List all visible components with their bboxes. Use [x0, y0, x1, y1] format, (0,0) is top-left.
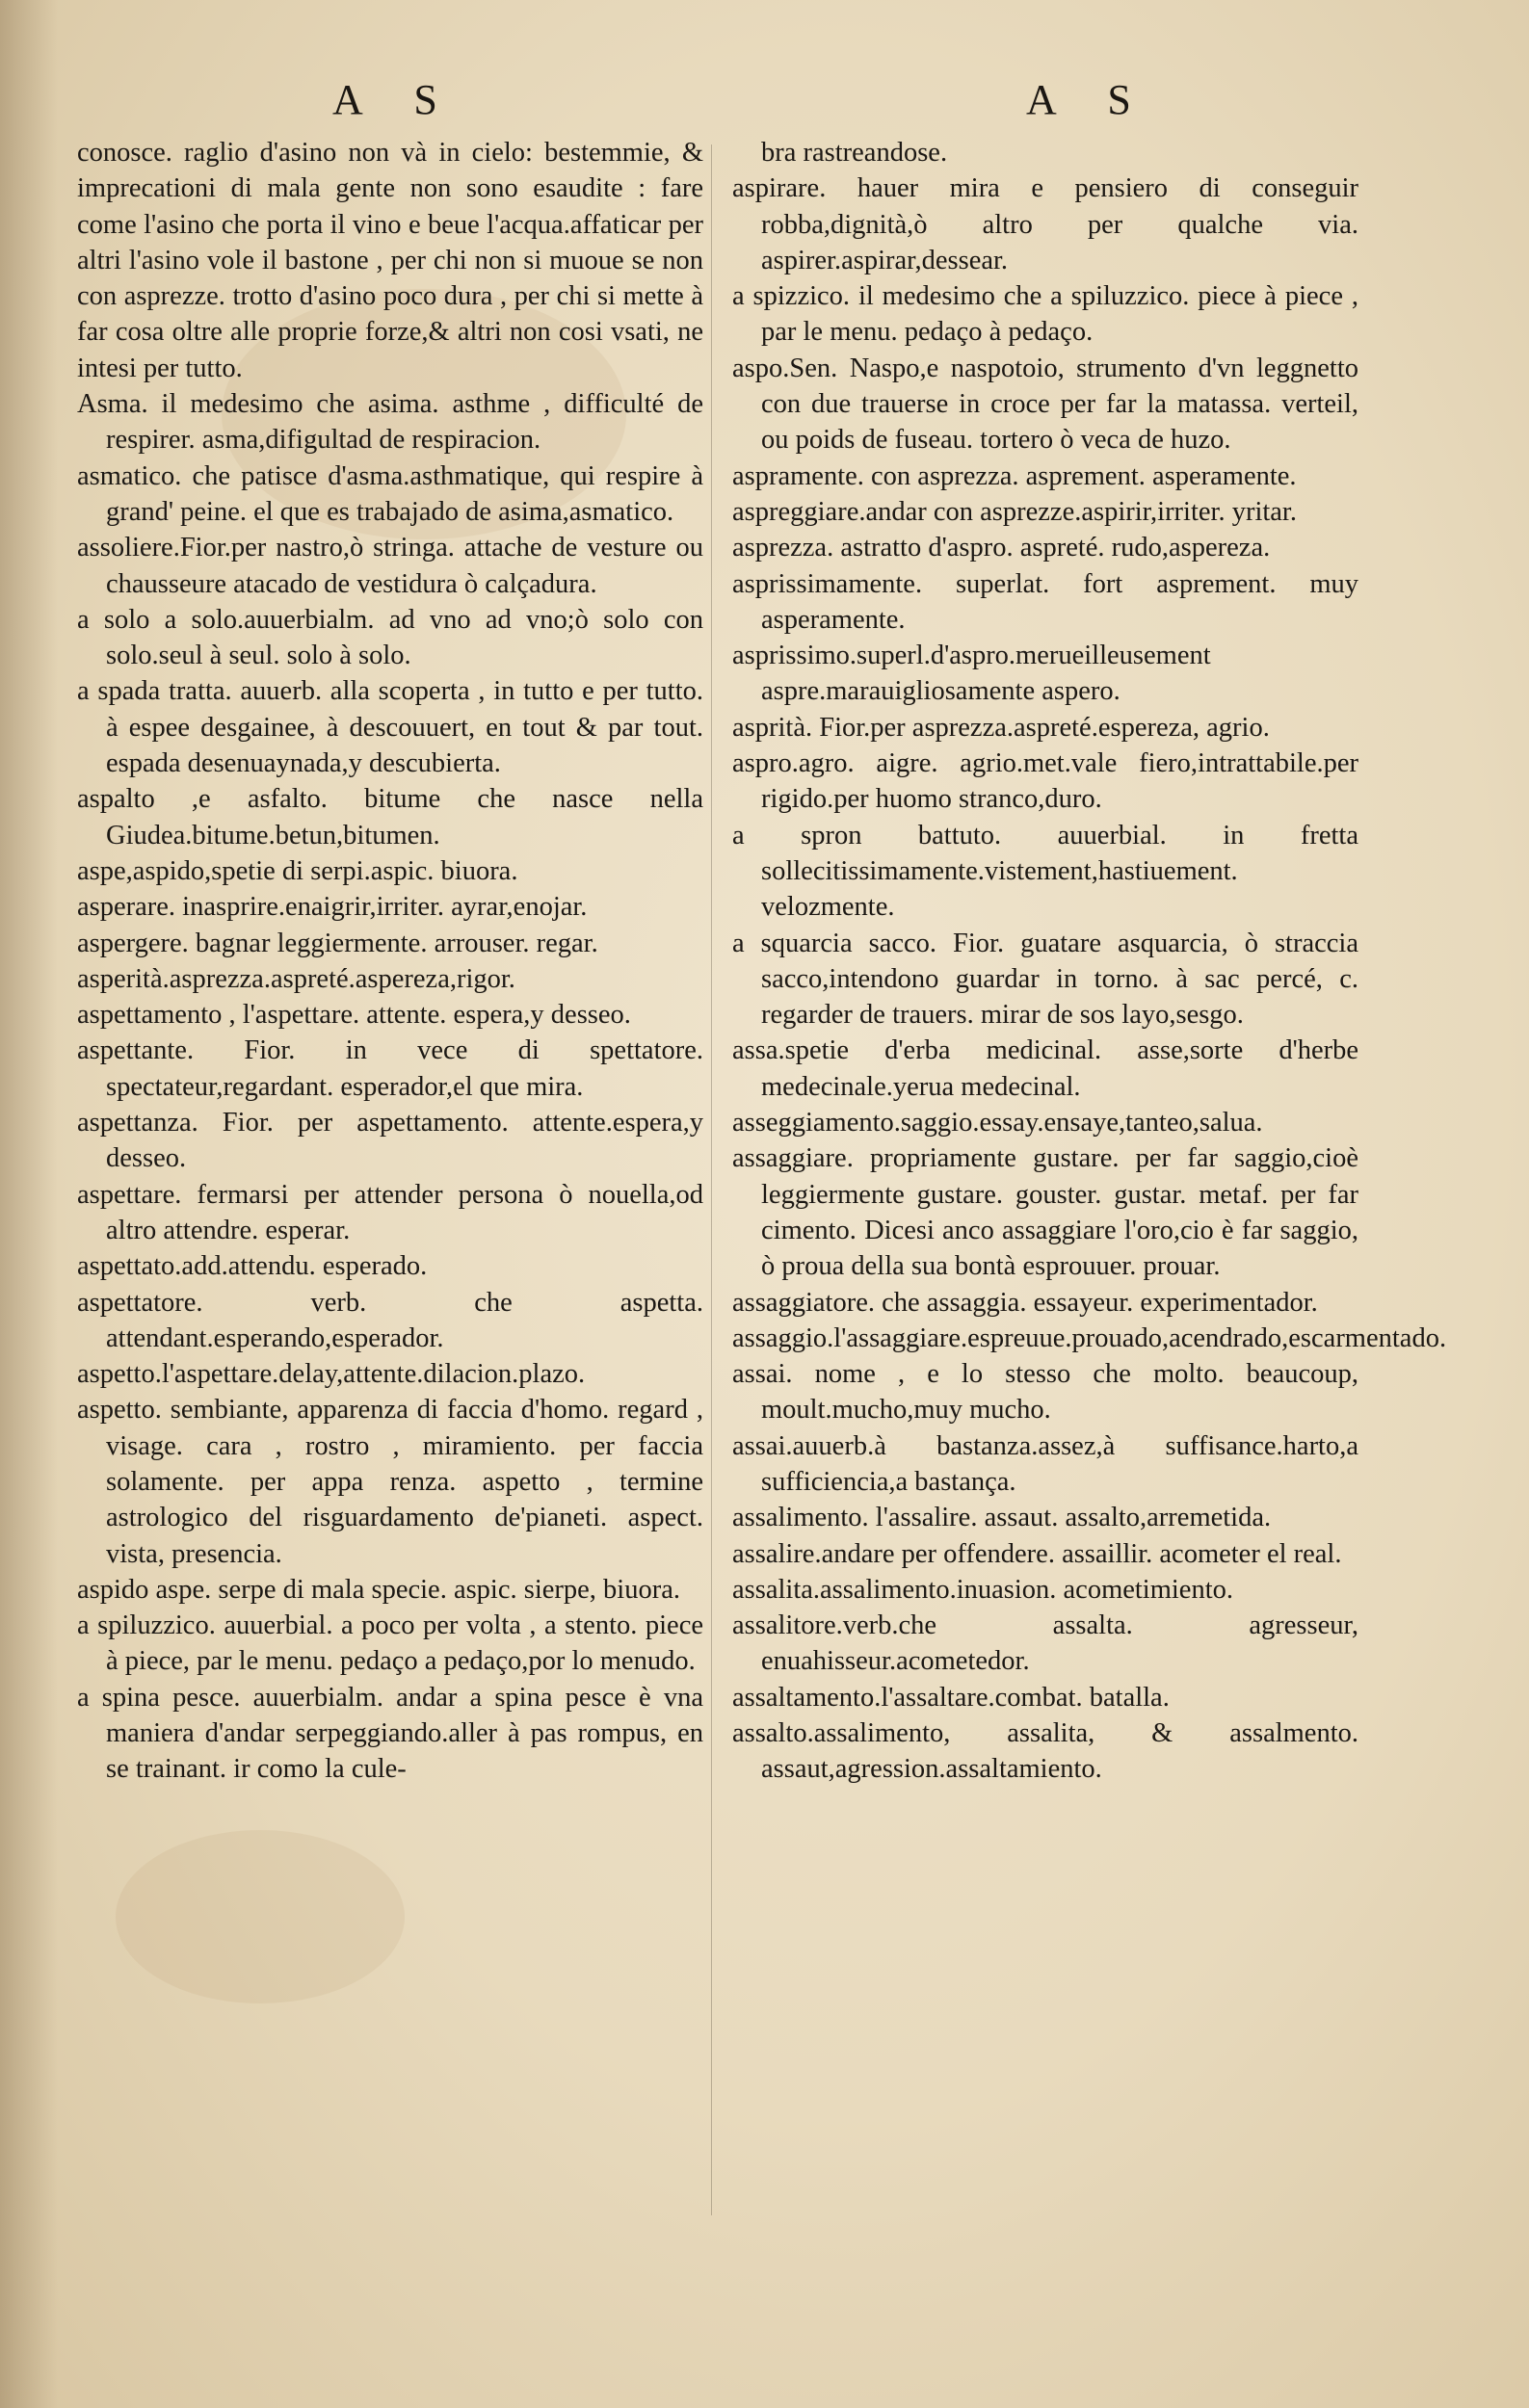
dictionary-entry: asmatico. che patisce d'asma.asthmatique, qui respire à grand' peine. el que es trabajado de asima,asmatico.: [77, 460, 703, 527]
dictionary-entry: a solo a solo.auuerbialm. ad vno ad vno;ò solo con solo.seul à seul. solo à solo.: [77, 604, 703, 671]
dictionary-entry: assaltamento.l'assaltare.combat. batalla.: [732, 1682, 1170, 1713]
dictionary-entry: asprezza. astratto d'aspro. aspreté. rudo,aspereza.: [732, 533, 1271, 563]
right-column: [732, 135, 1447, 1788]
dictionary-entry: Asma. il medesimo che asima. asthme , difficulté de respirer. asma,difigultad de respiracion.: [77, 389, 703, 456]
dictionary-entry: a spada tratta. auuerb. alla scoperta , in tutto e per tutto. à espee desgainee, à descouuert, en tout & par tout. espada desenuaynada,y descubierta.: [77, 676, 703, 779]
dictionary-entry-continuation: bra rastreandose.: [761, 138, 948, 168]
dictionary-entry: a spizzico. il medesimo che a spiluzzico. piece à piece , par le menu. pedaço à pedaço.: [732, 281, 1358, 348]
dictionary-entry: assalto.assalimento, assalita, & assalmento. assaut,agression.assaltamiento.: [732, 1718, 1358, 1785]
dictionary-entry: aspergere. bagnar leggiermente. arrouser. regar.: [77, 928, 598, 958]
dictionary-entry: aspro.agro. aigre. agrio.met.vale fiero,intrattabile.per rigido.per huomo stranco,duro.: [732, 748, 1358, 815]
dictionary-entry: assaggio.l'assaggiare.espreuue.prouado,acendrado,escarmentado.: [732, 1322, 1447, 1353]
dictionary-entry: asperare. inasprire.enaigrir,irriter. ayrar,enojar.: [77, 892, 588, 923]
dictionary-entry: aspetto.l'aspettare.delay,attente.dilacion.plazo.: [77, 1359, 586, 1390]
dictionary-entry: a squarcia sacco. Fior. guatare asquarcia, ò straccia sacco,intendono guardar in torno. à sac percé, c. regarder de trauers. mirar de sos layo,sesgo.: [732, 928, 1358, 1031]
dictionary-entry: a spina pesce. auuerbialm. andar a spina pesce è vna maniera d'andar serpeggiando.aller à pas rompus, en se trainant. ir como la cule-: [77, 1682, 703, 1785]
dictionary-entry: aspettatore. verb. che aspetta. attendant.esperando,esperador.: [77, 1287, 703, 1353]
dictionary-entry: aspe,aspido,spetie di serpi.aspic. biuora.: [77, 855, 518, 886]
dictionary-entry: aspido aspe. serpe di mala specie. aspic. sierpe, biuora.: [77, 1574, 680, 1605]
dictionary-entry: asprissimamente. superlat. fort asprement. muy asperamente.: [732, 568, 1358, 635]
dictionary-entry: assai.auuerb.à bastanza.assez,à suffisance.harto,a sufficiencia,a bastança.: [732, 1430, 1358, 1497]
dictionary-entry: aspirare. hauer mira e pensiero di conseguir robba,dignità,ò altro per qualche via. aspirer.aspirar,dessear.: [732, 173, 1358, 275]
dictionary-entry: assa.spetie d'erba medicinal. asse,sorte d'herbe medecinale.yerua medecinal.: [732, 1035, 1358, 1102]
dictionary-entry: assaggiatore. che assaggia. essayeur. experimentador.: [732, 1287, 1318, 1318]
right-running-header: A S: [1026, 76, 1152, 123]
dictionary-entry: a spiluzzico. auuerbial. a poco per volta , a stento. piece à piece, par le menu. pedaço a pedaço,por lo menudo.: [77, 1610, 703, 1677]
column-divider: [711, 144, 712, 2215]
dictionary-entry: asseggiamento.saggio.essay.ensaye,tanteo,salua.: [732, 1108, 1263, 1139]
dictionary-entry: aspetto. sembiante, apparenza di faccia d'homo. regard , visage. cara , rostro , miramiento. per faccia solamente. per appa renza. aspetto , termine astrologico del risguardamento de'pianeti. aspect. vista, presencia.: [77, 1395, 703, 1569]
dictionary-entry: aspettanza. Fior. per aspettamento. attente.espera,y desseo.: [77, 1108, 703, 1174]
dictionary-entry: aspettare. fermarsi per attender persona ò nouella,od altro attendre. esperar.: [77, 1179, 703, 1245]
left-column: [77, 135, 703, 1788]
dictionary-entry: conosce. raglio d'asino non và in cielo: bestemmie, & imprecationi di mala gente non sono esaudite : fare come l'asino che porta il vino e beue l'acqua.affaticar per altri l'asino vole il bastone , per chi non si muoue se non con asprezze. trotto d'asino poco dura , per chi si mette à far cosa oltre alle proprie forze,& altri non cosi vsati, ne intesi per tutto.: [77, 138, 703, 383]
dictionary-entry: assalimento. l'assalire. assaut. assalto,arremetida.: [732, 1503, 1272, 1533]
dictionary-entry: assoliere.Fior.per nastro,ò stringa. attache de vesture ou chausseure atacado de vestidura ò calçadura.: [77, 533, 703, 599]
paper-stain: [116, 1830, 405, 2003]
page-edge-shadow: [0, 0, 58, 2408]
dictionary-entry: asprissimo.superl.d'aspro.merueilleusement aspre.marauigliosamente aspero.: [732, 641, 1211, 707]
dictionary-entry: aspo.Sen. Naspo,e naspotoio, strumento d'vn leggnetto con due trauerse in croce per far la matassa. verteil, ou poids de fuseau. tortero ò veca de huzo.: [732, 353, 1358, 456]
dictionary-entry: aspramente. con asprezza. asprement. asperamente.: [732, 460, 1297, 491]
dictionary-entry: assaggiare. propriamente gustare. per far saggio,cioè leggiermente gustare. gouster. gustar. metaf. per far cimento. Dicesi anco assaggiare l'oro,cio è far saggio, ò proua della sua bontà esprouuer. prouar.: [732, 1143, 1358, 1282]
dictionary-entry: assalire.andare per offendere. assaillir. acometer el real.: [732, 1538, 1342, 1569]
dictionary-entry: asperità.asprezza.aspreté.aspereza,rigor.: [77, 963, 515, 994]
dictionary-entry: aspalto ,e asfalto. bitume che nasce nella Giudea.bitume.betun,bitumen.: [77, 784, 703, 851]
dictionary-entry: asprità. Fior.per asprezza.aspreté.espereza, agrio.: [732, 712, 1270, 743]
dictionary-entry: aspettamento , l'aspettare. attente. espera,y desseo.: [77, 1000, 631, 1031]
left-running-header: A S: [332, 76, 459, 123]
dictionary-entry: aspettante. Fior. in vece di spettatore. spectateur,regardant. esperador,el que mira.: [77, 1035, 703, 1102]
dictionary-entry: assalita.assalimento.inuasion. acometimiento.: [732, 1574, 1233, 1605]
dictionary-entry: a spron battuto. auuerbial. in fretta sollecitissimamente.vistement,hastiuement. velozmente.: [732, 820, 1358, 923]
dictionary-entry: aspreggiare.andar con asprezze.aspirir,irriter. yritar.: [732, 496, 1297, 527]
dictionary-entry: aspettato.add.attendu. esperado.: [77, 1251, 428, 1282]
dictionary-entry: assai. nome , e lo stesso che molto. beaucoup, moult.mucho,muy mucho.: [732, 1359, 1358, 1426]
dictionary-entry: assalitore.verb.che assalta. agresseur, enuahisseur.acometedor.: [732, 1610, 1358, 1677]
